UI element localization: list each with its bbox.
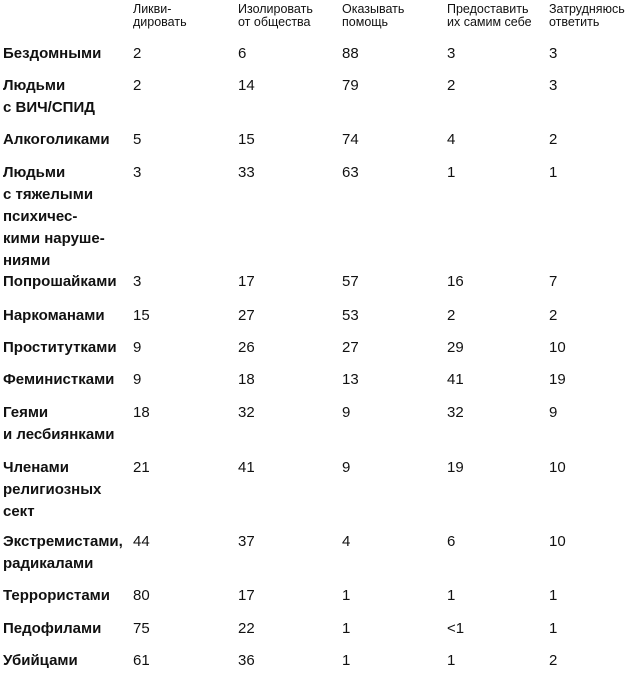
row-label-line: с ВИЧ/СПИД — [3, 99, 95, 116]
table-cell: 1 — [549, 587, 558, 604]
table-cell: 4 — [342, 533, 351, 550]
row-label — [3, 305, 105, 327]
table-cell: 17 — [238, 273, 255, 290]
table-cell: <1 — [447, 620, 465, 637]
table-cell: 9 — [133, 339, 142, 356]
row-label — [3, 585, 110, 607]
table-cell: 32 — [447, 404, 464, 421]
table-cell: 9 — [342, 404, 351, 421]
table-cell: 2 — [549, 652, 558, 669]
table-cell: 26 — [238, 339, 255, 356]
table-cell: 41 — [447, 371, 464, 388]
column-header-line: Предоставить — [447, 2, 529, 16]
table-cell: 2 — [133, 45, 142, 62]
row-label — [3, 402, 114, 446]
column-header — [238, 3, 313, 29]
table-cell: 1 — [342, 652, 351, 669]
table-cell: 53 — [342, 307, 359, 324]
row-label-line: Феминистками — [3, 371, 115, 388]
table-cell: 37 — [238, 533, 255, 550]
table-cell: 10 — [549, 339, 566, 356]
table-cell: 3 — [133, 273, 142, 290]
row-label-line: Убийцами — [3, 652, 78, 669]
table-cell: 33 — [238, 164, 255, 181]
row-label-line: религиозных — [3, 481, 102, 498]
table-cell: 6 — [447, 533, 456, 550]
row-label — [3, 271, 117, 293]
table-cell: 1 — [342, 587, 351, 604]
table-cell: 2 — [447, 307, 456, 324]
table-cell: 16 — [447, 273, 464, 290]
table-cell: 5 — [133, 131, 142, 148]
table-cell: 14 — [238, 77, 255, 94]
row-label — [3, 650, 78, 672]
row-label-line: психичес- — [3, 208, 78, 225]
column-header — [133, 3, 187, 29]
table-cell: 13 — [342, 371, 359, 388]
row-label — [3, 457, 101, 523]
row-label-line: Людьми — [3, 77, 66, 94]
row-label-line: и лесбиянками — [3, 426, 115, 443]
table-cell: 1 — [549, 164, 558, 181]
row-label — [3, 129, 110, 151]
row-label — [3, 43, 101, 65]
table-cell: 22 — [238, 620, 255, 637]
table-cell: 1 — [342, 620, 351, 637]
row-label — [3, 531, 123, 575]
column-header-line: Затрудняюсь — [549, 2, 625, 16]
column-header-line: Ликви- — [133, 2, 172, 16]
column-header-line: их самим себе — [447, 15, 532, 29]
column-header-line: Оказывать — [342, 2, 405, 16]
table-cell: 3 — [549, 45, 558, 62]
row-label — [3, 337, 117, 359]
row-label-line: сект — [3, 503, 35, 520]
table-cell: 15 — [133, 307, 150, 324]
row-label-line: Членами — [3, 459, 69, 476]
table-cell: 27 — [342, 339, 359, 356]
table-cell: 9 — [342, 459, 351, 476]
table-cell: 2 — [549, 307, 558, 324]
row-label-line: кими наруше- — [3, 230, 105, 247]
column-header — [342, 3, 404, 29]
table-cell: 1 — [549, 620, 558, 637]
table-cell: 75 — [133, 620, 150, 637]
row-label-line: Педофилами — [3, 620, 102, 637]
table-cell: 2 — [133, 77, 142, 94]
column-header-line: дировать — [133, 15, 187, 29]
table-cell: 9 — [549, 404, 558, 421]
table-cell: 79 — [342, 77, 359, 94]
row-label-line: ниями — [3, 252, 51, 269]
table-cell: 80 — [133, 587, 150, 604]
table-cell: 4 — [447, 131, 456, 148]
table-cell: 9 — [133, 371, 142, 388]
table-cell: 15 — [238, 131, 255, 148]
table-cell: 1 — [447, 652, 456, 669]
row-label-line: с тяжелыми — [3, 186, 94, 203]
table-cell: 29 — [447, 339, 464, 356]
row-label-line: Бездомными — [3, 45, 102, 62]
table-cell: 44 — [133, 533, 150, 550]
table-cell: 3 — [133, 164, 142, 181]
table-cell: 63 — [342, 164, 359, 181]
row-label — [3, 618, 101, 640]
table-cell: 1 — [447, 164, 456, 181]
row-label — [3, 75, 95, 119]
table-cell: 1 — [447, 587, 456, 604]
table-cell: 10 — [549, 533, 566, 550]
table-cell: 7 — [549, 273, 558, 290]
row-label — [3, 369, 114, 391]
table-cell: 3 — [447, 45, 456, 62]
table-cell: 2 — [447, 77, 456, 94]
row-label-line: Попрошайками — [3, 273, 117, 290]
table-cell: 36 — [238, 652, 255, 669]
table-cell: 3 — [549, 77, 558, 94]
table-cell: 88 — [342, 45, 359, 62]
row-label-line: Террористами — [3, 587, 110, 604]
table-cell: 74 — [342, 131, 359, 148]
column-header-line: от общества — [238, 15, 311, 29]
row-label-line: Наркоманами — [3, 307, 105, 324]
table-cell: 17 — [238, 587, 255, 604]
table-cell: 19 — [447, 459, 464, 476]
table-cell: 41 — [238, 459, 255, 476]
column-header-line: Изолировать — [238, 2, 313, 16]
row-label-line: радикалами — [3, 555, 94, 572]
row-label-line: Экстремистами, — [3, 533, 123, 550]
column-header-line: ответить — [549, 15, 600, 29]
column-header — [549, 3, 625, 29]
table-cell: 18 — [133, 404, 150, 421]
table-cell: 61 — [133, 652, 150, 669]
table-cell: 27 — [238, 307, 255, 324]
row-label — [3, 162, 105, 272]
table-cell: 6 — [238, 45, 247, 62]
table-cell: 18 — [238, 371, 255, 388]
table-cell: 32 — [238, 404, 255, 421]
table-cell: 19 — [549, 371, 566, 388]
table-cell: 21 — [133, 459, 150, 476]
row-label-line: Алкоголиками — [3, 131, 110, 148]
column-header-line: помощь — [342, 15, 389, 29]
row-label-line: Геями — [3, 404, 49, 421]
row-label-line: Людьми — [3, 164, 66, 181]
row-label-line: Проститутками — [3, 339, 117, 356]
column-header — [447, 3, 532, 29]
table-cell: 10 — [549, 459, 566, 476]
table-cell: 2 — [549, 131, 558, 148]
table-cell: 57 — [342, 273, 359, 290]
